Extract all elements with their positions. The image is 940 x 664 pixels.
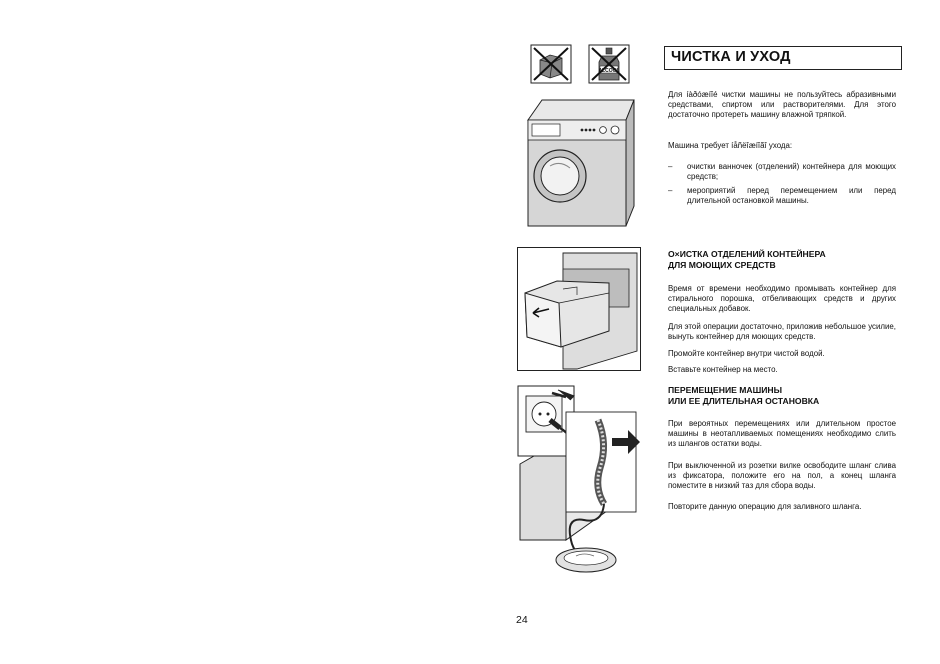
- moving-text-3: Повторите данную операцию для заливного шланга.: [668, 502, 862, 511]
- list-dash: –: [668, 186, 673, 195]
- intro-paragraph-2: [668, 141, 896, 151]
- container-paragraph-2: [668, 322, 896, 342]
- detergent-drawer-illustration: [517, 247, 641, 371]
- section-heading-container: [668, 249, 898, 271]
- container-paragraph-3: [668, 349, 896, 359]
- section-heading-moving: [668, 385, 898, 407]
- intro-paragraph-1: [668, 90, 896, 121]
- drain-hose-illustration: [514, 384, 646, 580]
- container-text-4: Вставьте контейнер на место.: [668, 365, 778, 374]
- list-item-text: очистки ванночек (отделений) контейнера для моющих средств;: [687, 162, 896, 182]
- list-item-text: мероприятий перед перемещением или перед длительной остановкой машины.: [687, 186, 896, 206]
- alcohol-label: ALCOOL: [598, 67, 620, 74]
- no-abrasive-icon: [530, 44, 572, 84]
- moving-text-2: При выключенной из розетки вилке освободите шланг слива из фиксатора, положите его на пол, а конец шланга поместите в низкий таз для сбора воды.: [668, 461, 896, 491]
- washing-machine-illustration: [522, 94, 640, 230]
- container-text-2: Для этой операции достаточно, приложив небольшое усилие, вынуть контейнер для моющих средств.: [668, 322, 896, 342]
- page-number: 24: [516, 614, 528, 626]
- page-title: ЧИСТКА И УХОД: [664, 46, 902, 70]
- list-dash: –: [668, 162, 673, 171]
- container-paragraph-4: [668, 365, 896, 375]
- container-paragraph-1: [668, 284, 896, 315]
- list-item: [668, 186, 896, 208]
- heading-line: ИЛИ ЕЕ ДЛИТЕЛЬНАЯ ОСТАНОВКА: [668, 396, 820, 406]
- list-item: [668, 162, 896, 184]
- moving-text-1: При вероятных перемещениях или длительном простое машины в неотапливаемых помещениях необходимо слить из шлангов остатки воды.: [668, 419, 896, 449]
- heading-line: О×ИСТКА ОТДЕЛЕНИЙ КОНТЕЙНЕРА: [668, 249, 826, 259]
- heading-line: ДЛЯ МОЮЩИХ СРЕДСТВ: [668, 260, 776, 270]
- heading-line: ПЕРЕМЕЩЕНИЕ МАШИНЫ: [668, 385, 783, 395]
- container-text-3: Промойте контейнер внутри чистой водой.: [668, 349, 825, 358]
- intro-text-2: Машина требует íåñëîæíîãî ухода:: [668, 141, 793, 150]
- container-text-1: Время от времени необходимо промывать контейнер для стирального порошка, отбеливающих средств и других специальных добавок.: [668, 284, 896, 314]
- intro-text-1: Для íàðóæíîé чистки машины не пользуйтесь абразивными средствами, спиртом или растворителями. Для этого достаточно протереть машину влажной тряпкой.: [668, 90, 896, 120]
- no-alcohol-icon: [588, 44, 630, 84]
- moving-paragraph-1: [668, 419, 896, 450]
- moving-paragraph-3: [668, 502, 896, 512]
- moving-paragraph-2: [668, 461, 896, 492]
